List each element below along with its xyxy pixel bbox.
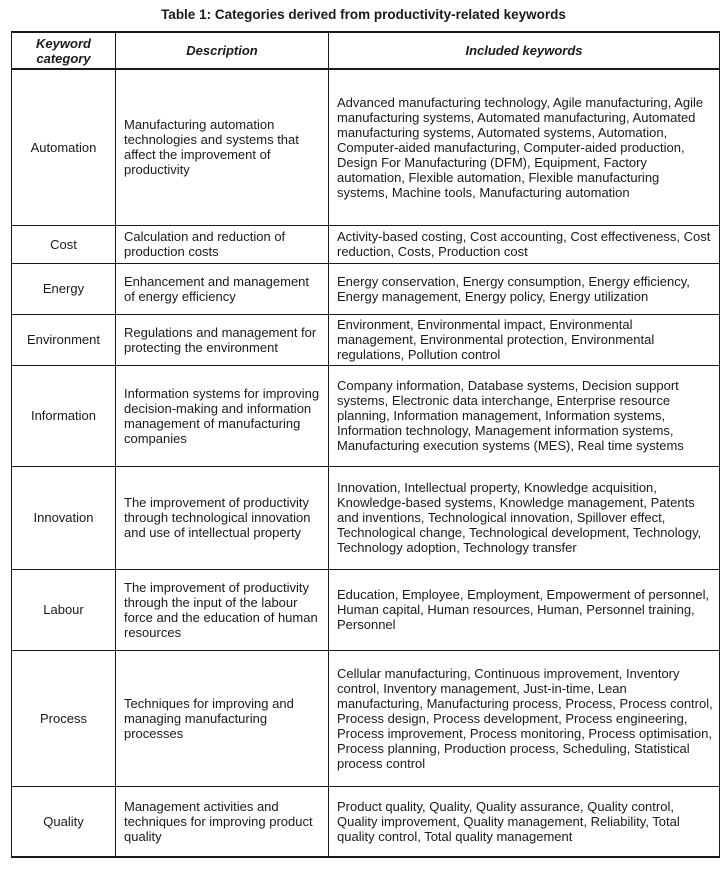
category-cell: Quality <box>12 786 116 857</box>
category-cell: Information <box>12 365 116 466</box>
description-cell: Information systems for improving decision-making and information management of manufacturing companies <box>116 365 329 466</box>
keywords-cell: Environment, Environmental impact, Environmental management, Environmental protection, Environmental regulations, Pollution control <box>329 314 720 365</box>
description-cell: Techniques for improving and managing manufacturing processes <box>116 650 329 786</box>
description-cell: Enhancement and management of energy efficiency <box>116 263 329 314</box>
keywords-cell: Advanced manufacturing technology, Agile manufacturing, Agile manufacturing systems, Automated manufacturing, Automated manufacturing systems, Automated systems, Automation, Computer-aided manufacturing, Computer-aided production, Design For Manufacturing (DFM), Equipment, Factory automation, Flexible automation, Flexible manufacturing systems, Machine tools, Manufacturing automation <box>329 69 720 225</box>
table-row-environment <box>12 314 720 365</box>
description-cell: Calculation and reduction of production costs <box>116 225 329 263</box>
category-cell: Innovation <box>12 466 116 569</box>
keywords-cell: Innovation, Intellectual property, Knowledge acquisition, Knowledge-based systems, Knowledge management, Patents and inventions, Technological innovation, Spillover effect, Technological change, Technological development, Technology, Technology adoption, Technology transfer <box>329 466 720 569</box>
description-cell: The improvement of productivity through technological innovation and use of intellectual property <box>116 466 329 569</box>
keywords-cell: Education, Employee, Employment, Empowerment of personnel, Human capital, Human resources, Human, Personnel training, Personnel <box>329 569 720 650</box>
table-row-labour <box>12 569 720 650</box>
description-cell: The improvement of productivity through the input of the labour force and the education of human resources <box>116 569 329 650</box>
description-cell: Management activities and techniques for improving product quality <box>116 786 329 857</box>
col-header-included-keywords: Included keywords <box>329 32 720 69</box>
header-row <box>12 32 720 69</box>
category-cell: Energy <box>12 263 116 314</box>
table-row-process <box>12 650 720 786</box>
description-cell: Regulations and management for protecting the environment <box>116 314 329 365</box>
description-cell: Manufacturing automation technologies and systems that affect the improvement of productivity <box>116 69 329 225</box>
col-header-keyword-category: Keyword category <box>12 32 116 69</box>
categories-table <box>11 31 720 858</box>
table-row-cost <box>12 225 720 263</box>
category-cell: Cost <box>12 225 116 263</box>
category-cell: Automation <box>12 69 116 225</box>
table-row-information <box>12 365 720 466</box>
keywords-cell: Activity-based costing, Cost accounting, Cost effectiveness, Cost reduction, Costs, Production cost <box>329 225 720 263</box>
keywords-cell: Cellular manufacturing, Continuous improvement, Inventory control, Inventory management, Just-in-time, Lean manufacturing, Manufacturing process, Process, Process control, Process design, Process development, Process engineering, Process improvement, Process monitoring, Process optimisation, Process planning, Production process, Scheduling, Statistical process control <box>329 650 720 786</box>
table-row-energy <box>12 263 720 314</box>
category-cell: Labour <box>12 569 116 650</box>
table-row-automation <box>12 69 720 225</box>
table-title: Table 1: Categories derived from productivity-related keywords <box>161 7 566 22</box>
table-row-quality <box>12 786 720 857</box>
keywords-cell: Product quality, Quality, Quality assurance, Quality control, Quality improvement, Quality management, Reliability, Total quality control, Total quality management <box>329 786 720 857</box>
keywords-cell: Energy conservation, Energy consumption, Energy efficiency, Energy management, Energy policy, Energy utilization <box>329 263 720 314</box>
category-cell: Process <box>12 650 116 786</box>
table-row-innovation <box>12 466 720 569</box>
keywords-cell: Company information, Database systems, Decision support systems, Electronic data interchange, Enterprise resource planning, Information management, Information systems, Information technology, Management information systems, Manufacturing execution systems (MES), Real time systems <box>329 365 720 466</box>
category-cell: Environment <box>12 314 116 365</box>
col-header-description: Description <box>116 32 329 69</box>
